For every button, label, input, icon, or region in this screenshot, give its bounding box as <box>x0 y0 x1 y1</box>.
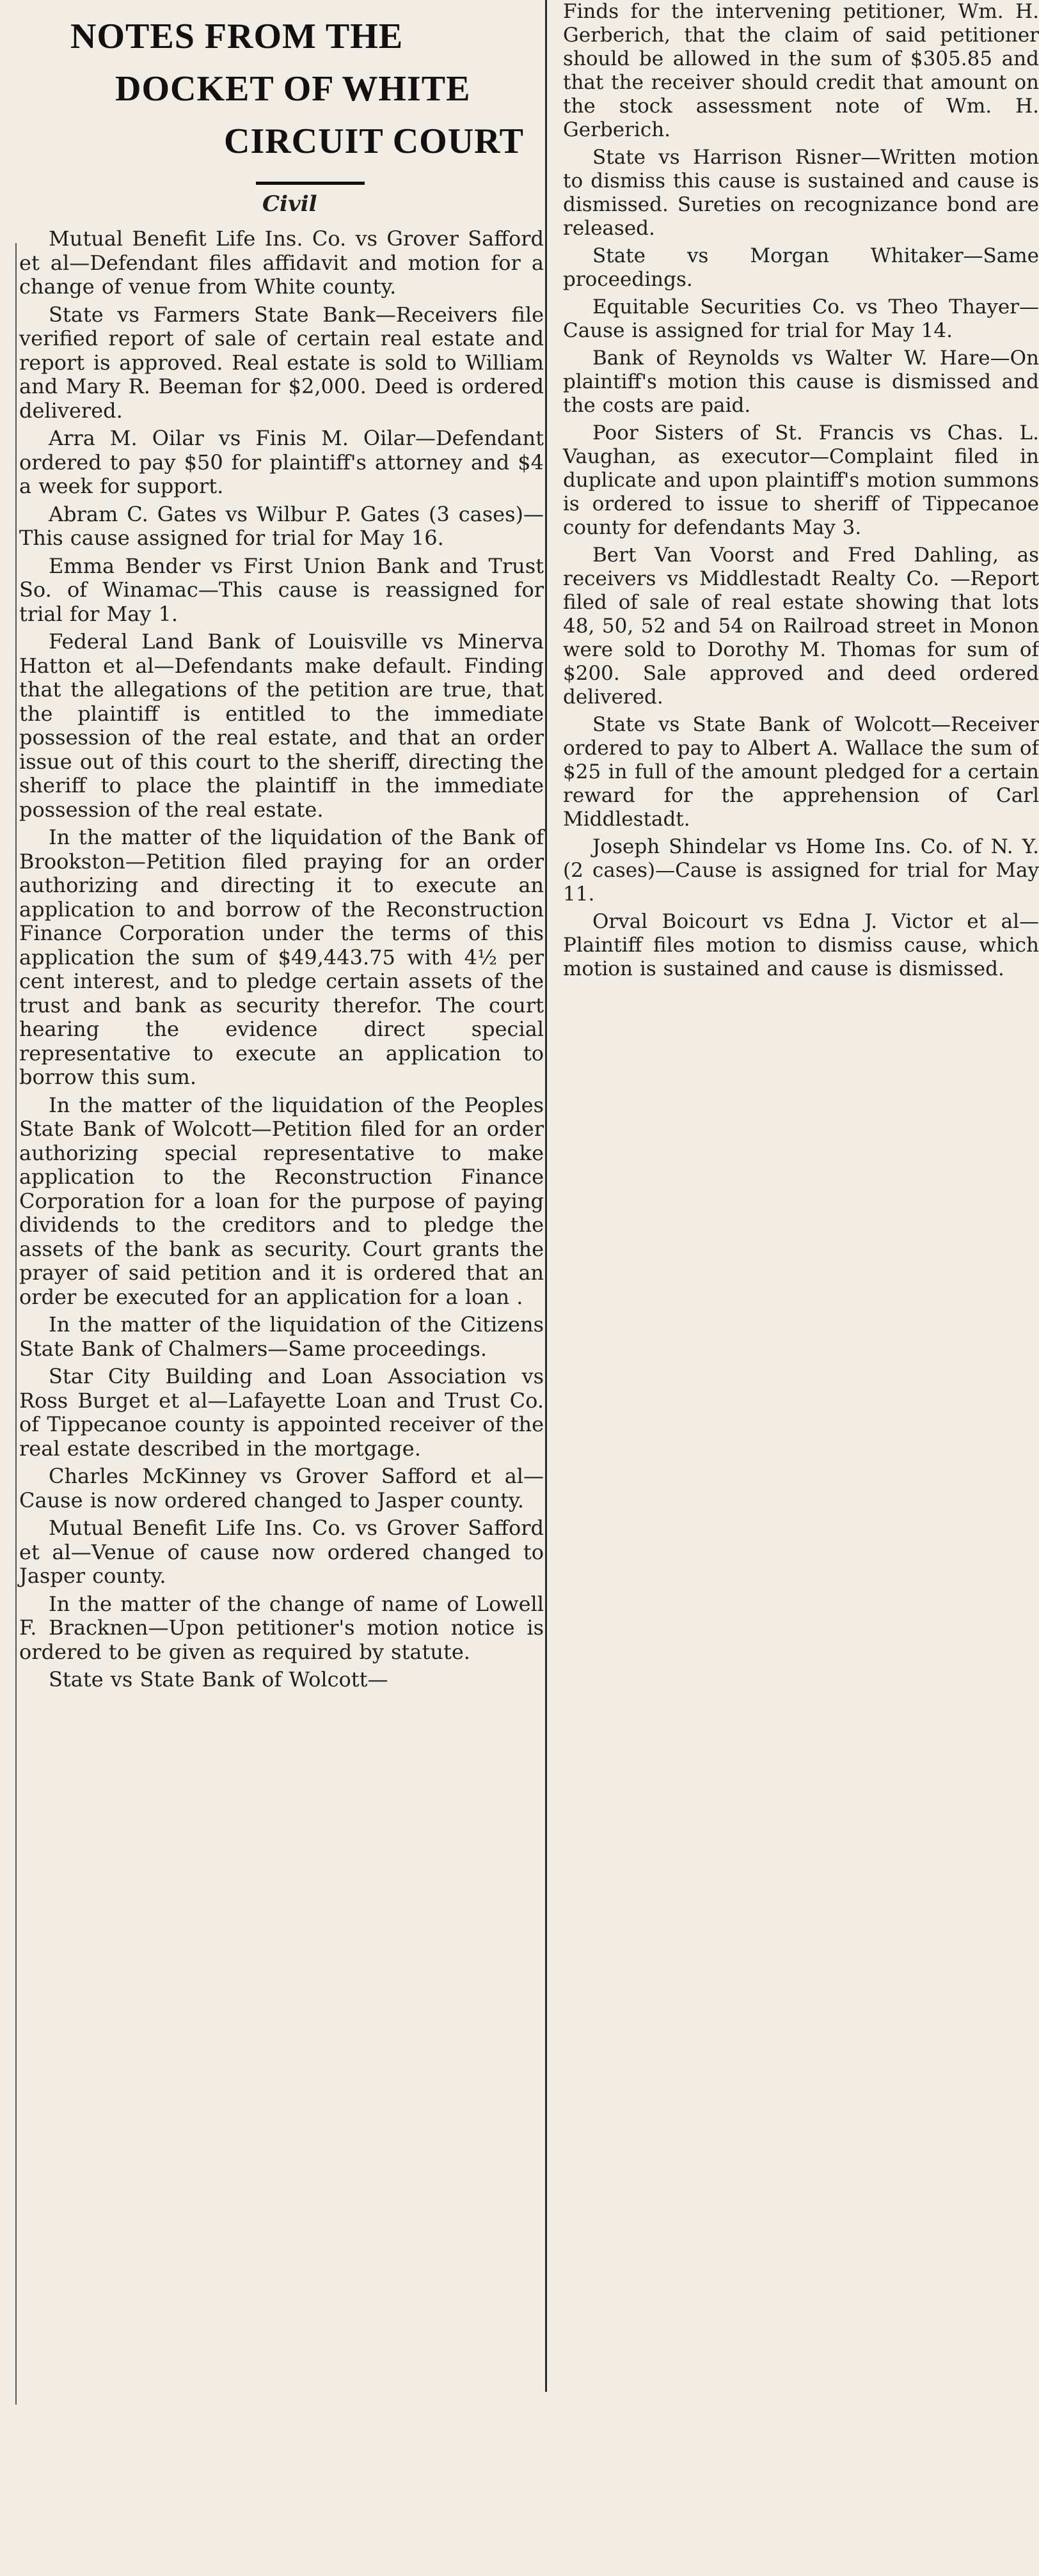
docket-item: Abram C. Gates vs Wilbur P. Gates (3 cases)—This cause assigned for trial for May 16. <box>19 501 544 550</box>
docket-item: State vs Harrison Risner—Written motion to dismiss this cause is sustained and cause is dismissed. Sureties on recognizance bond are released. <box>563 146 1039 240</box>
docket-item: Arra M. Oilar vs Finis M. Oilar—Defendant ordered to pay $50 for plaintiff's attorney and $4 a week for support. <box>19 426 544 498</box>
docket-item: Mutual Benefit Life Ins. Co. vs Grover Safford et al—Defendant files affidavit and motion for a change of venue from White county. <box>19 226 544 299</box>
docket-item: State vs State Bank of Wolcott— <box>49 1667 388 1692</box>
docket-item: Bert Van Voorst and Fred Dahling, as receivers vs Middlestadt Realty Co. —Report filed of sale of real estate showing that lots 48, 50, 52 and 54 on Railroad street in Monon were sold to Dorothy M. Thomas for sum of $200. Sale approved and deed ordered delivered. <box>563 544 1039 709</box>
docket-item: State vs State Bank of Wolcott—Receiver ordered to pay to Albert A. Wallace the sum of $25 in full of the amount pledged for a certain reward for the apprehension of Carl Middlestadt. <box>563 713 1039 831</box>
column-divider-rule <box>545 0 547 2392</box>
docket-item: Federal Land Bank of Louisville vs Minerva Hatton et al—Defendants make default. Finding that the allegations of the petition are true, that the plaintiff is entitled to the immediate possession of the real estate, and that an order issue out of this court to the sheriff, directing the sheriff to place the plaintiff in the immediate possession of the real estate. <box>19 629 544 822</box>
docket-item: Bank of Reynolds vs Walter W. Hare—On plaintiff's motion this cause is dismissed and the costs are paid. <box>563 347 1039 417</box>
headline-line-3: CIRCUIT COURT <box>224 122 524 161</box>
docket-item: In the matter of the liquidation of the Peoples State Bank of Wolcott—Petition filed for an order authorizing special representative to make application to the Reconstruction Finance Corporation for a loan for the purpose of paying dividends to the creditors and to pledge the assets of the bank as security. Court grants the prayer of said petition and it is ordered that an order be executed for an application for a loan . <box>19 1092 544 1309</box>
docket-item-continued: Finds for the intervening petitioner, Wm. H. Gerberich, that the claim of said petitioner should be allowed in the sum of $305.85 and that the receiver should credit that amount on the stock assessment note of Wm. H. Gerberich. <box>563 0 1039 141</box>
headline <box>45 10 544 168</box>
docket-item: In the matter of the change of name of Lowell F. Bracknen—Upon petitioner's motion notice is ordered to be given as required by statute. <box>19 1591 544 1664</box>
left-column <box>19 0 544 2576</box>
docket-item: State vs Farmers State Bank—Receivers file verified report of sale of certain real estate and report is approved. Real estate is sold to William and Mary R. Beeman for $2,000. Deed is ordered delivered. <box>19 302 544 423</box>
docket-item: Poor Sisters of St. Francis vs Chas. L. Vaughan, as executor—Complaint filed in duplicate and upon plaintiff's motion summons is ordered to issue to sheriff of Tippecanoe county for defendants May 3. <box>563 421 1039 539</box>
docket-item: Mutual Benefit Life Ins. Co. vs Grover Safford et al—Venue of cause now ordered changed to Jasper county. <box>19 1516 544 1588</box>
docket-item: Star City Building and Loan Association vs Ross Burget et al—Lafayette Loan and Trust Co. of Tippecanoe county is appointed receiver of the real estate described in the mortgage. <box>19 1364 544 1461</box>
docket-item: In the matter of the liquidation of the Citizens State Bank of Chalmers—Same proceedings. <box>19 1312 544 1361</box>
docket-item: Charles McKinney vs Grover Safford et al—Cause is now ordered changed to Jasper county. <box>19 1464 544 1512</box>
headline-rule <box>256 182 365 185</box>
right-column <box>563 0 1039 980</box>
left-column-rule <box>15 243 17 2405</box>
docket-item: State vs Morgan Whitaker—Same proceedings. <box>563 244 1039 291</box>
section-label: Civil <box>262 191 317 217</box>
docket-item: In the matter of the liquidation of the Bank of Brookston—Petition filed praying for an order authorizing and directing it to execute an application to and borrow of the Reconstruction Finance Corporation under the terms of this application the sum of $49,443.75 with 4½ per cent interest, and to pledge certain assets of the trust and bank as security therefor. The court hearing the evidence direct special representative to execute an application to borrow this sum. <box>19 825 544 1089</box>
docket-item: Equitable Securities Co. vs Theo Thayer—Cause is assigned for trial for May 14. <box>563 295 1039 342</box>
docket-item: Orval Boicourt vs Edna J. Victor et al—Plaintiff files motion to dismiss cause, which motion is sustained and cause is dismissed. <box>563 910 1039 980</box>
docket-item: Emma Bender vs First Union Bank and Trust So. of Winamac—This cause is reassigned for trial for May 1. <box>19 553 544 626</box>
headline-line-1: NOTES FROM THE <box>70 17 404 56</box>
docket-item: Joseph Shindelar vs Home Ins. Co. of N. Y. (2 cases)—Cause is assigned for trial for May 11. <box>563 835 1039 906</box>
headline-line-2: DOCKET OF WHITE <box>115 69 471 109</box>
